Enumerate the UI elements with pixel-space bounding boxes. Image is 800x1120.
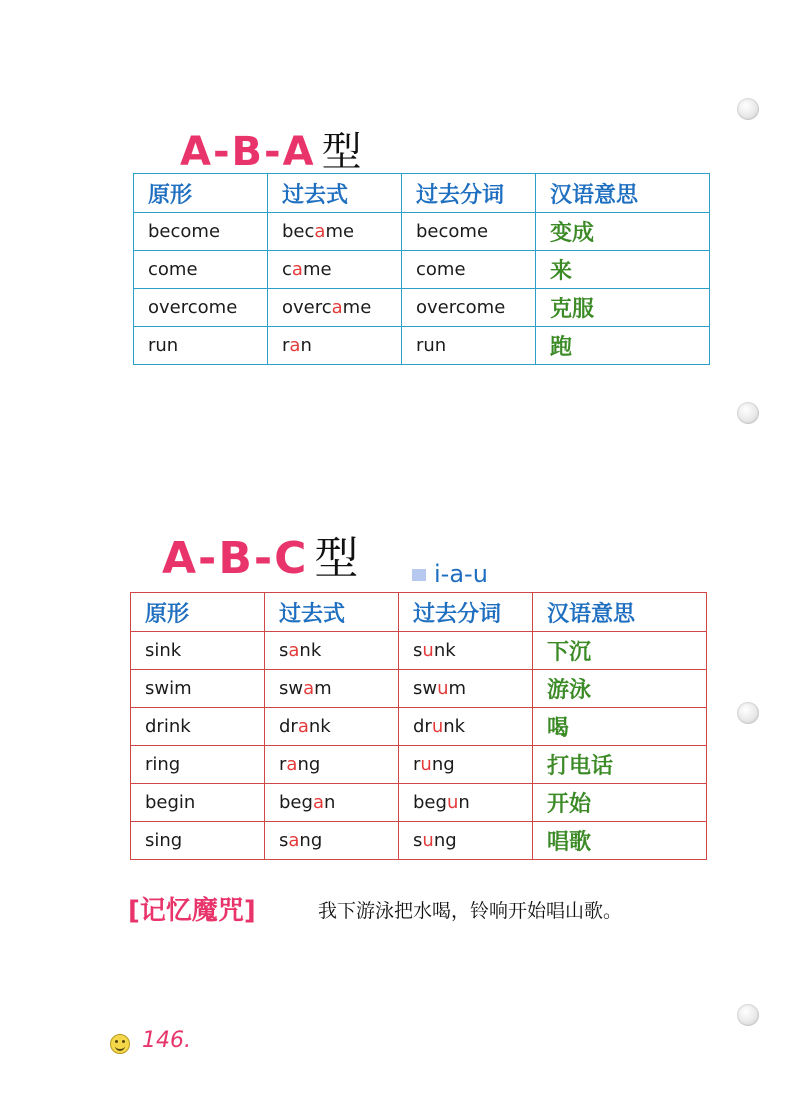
base-form: overcome — [134, 289, 268, 327]
past-form: overcame — [268, 289, 402, 327]
column-header: 过去分词 — [402, 174, 536, 213]
past-form: ran — [268, 327, 402, 365]
base-form: run — [134, 327, 268, 365]
base-form: become — [134, 213, 268, 251]
chinese-meaning: 打电话 — [533, 746, 707, 784]
table-row — [134, 213, 710, 251]
table-row — [131, 632, 707, 670]
participle-form: begun — [399, 784, 533, 822]
column-header: 过去式 — [265, 593, 399, 632]
table-row — [131, 822, 707, 860]
participle-form: run — [402, 327, 536, 365]
column-header: 原形 — [134, 174, 268, 213]
chinese-meaning: 变成 — [536, 213, 710, 251]
past-form: drank — [265, 708, 399, 746]
chinese-meaning: 唱歌 — [533, 822, 707, 860]
table-row — [134, 327, 710, 365]
page-number: 146. — [142, 1028, 191, 1053]
chinese-meaning: 喝 — [533, 708, 707, 746]
base-form: sink — [131, 632, 265, 670]
punch-hole-icon — [737, 402, 759, 424]
section-title-aba — [180, 120, 364, 177]
past-form: became — [268, 213, 402, 251]
past-form: came — [268, 251, 402, 289]
participle-form: drunk — [399, 708, 533, 746]
memory-spell-label: [记忆魔咒] — [128, 896, 256, 926]
section-title-suffix: 型 — [321, 129, 364, 175]
participle-form: become — [402, 213, 536, 251]
section-title-text: A-B-C — [162, 533, 309, 584]
column-header: 过去式 — [268, 174, 402, 213]
base-form: ring — [131, 746, 265, 784]
section-title-suffix: 型 — [314, 533, 361, 584]
participle-form: overcome — [402, 289, 536, 327]
past-form: swam — [265, 670, 399, 708]
table-row — [131, 784, 707, 822]
table-row — [134, 251, 710, 289]
participle-form: swum — [399, 670, 533, 708]
memory-spell-text: 我下游泳把水喝，铃响开始唱山歌。 — [318, 900, 623, 922]
vowel-change-note — [412, 560, 488, 588]
smiley-icon — [110, 1034, 130, 1054]
chinese-meaning: 游泳 — [533, 670, 707, 708]
abc-verb-table — [130, 592, 707, 860]
base-form: swim — [131, 670, 265, 708]
chinese-meaning: 克服 — [536, 289, 710, 327]
base-form: drink — [131, 708, 265, 746]
past-form: began — [265, 784, 399, 822]
past-form: sank — [265, 632, 399, 670]
chinese-meaning: 开始 — [533, 784, 707, 822]
base-form: begin — [131, 784, 265, 822]
section-title-text: A-B-A — [180, 129, 316, 175]
highlight-mark-icon — [412, 569, 426, 581]
table-row — [131, 670, 707, 708]
base-form: come — [134, 251, 268, 289]
column-header: 汉语意思 — [536, 174, 710, 213]
punch-hole-icon — [737, 702, 759, 724]
participle-form: sung — [399, 822, 533, 860]
punch-hole-icon — [737, 98, 759, 120]
chinese-meaning: 跑 — [536, 327, 710, 365]
chinese-meaning: 来 — [536, 251, 710, 289]
aba-verb-table — [133, 173, 710, 365]
table-row — [134, 289, 710, 327]
past-form: rang — [265, 746, 399, 784]
column-header: 汉语意思 — [533, 593, 707, 632]
table-header-row — [134, 174, 710, 213]
table-header-row — [131, 593, 707, 632]
table-row — [131, 746, 707, 784]
column-header: 原形 — [131, 593, 265, 632]
base-form: sing — [131, 822, 265, 860]
vowel-change-text: i-a-u — [434, 560, 488, 588]
past-form: sang — [265, 822, 399, 860]
table-row — [131, 708, 707, 746]
participle-form: rung — [399, 746, 533, 784]
participle-form: sunk — [399, 632, 533, 670]
chinese-meaning: 下沉 — [533, 632, 707, 670]
participle-form: come — [402, 251, 536, 289]
section-title-abc — [162, 522, 360, 586]
punch-hole-icon — [737, 1004, 759, 1026]
column-header: 过去分词 — [399, 593, 533, 632]
